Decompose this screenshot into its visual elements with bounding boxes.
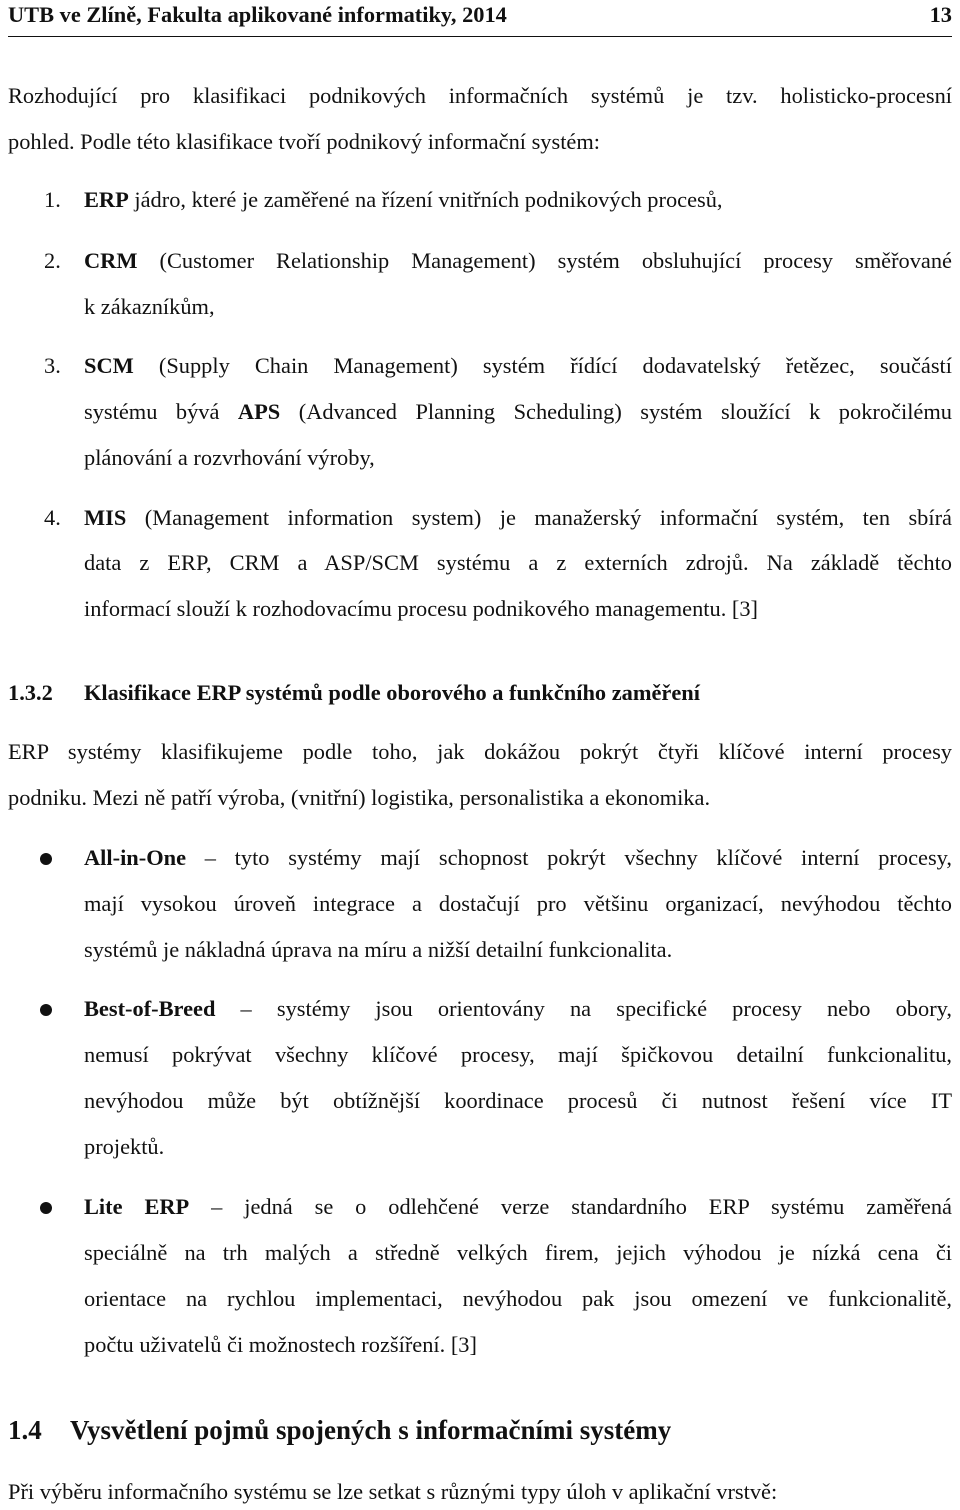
list-number-4: 4.: [44, 505, 61, 530]
term-scm: SCM: [84, 353, 134, 378]
list-item-3-line-2-pre: systému bývá: [84, 399, 238, 424]
section-1-4-para-line-1: Při výběru informačního systému se lze setkat s různými typy úloh v aplikační vrstvě:: [8, 1479, 778, 1504]
list-item-3-text: (Supply Chain Management) systém řídící dodavatelský řetězec, součástí: [133, 353, 952, 378]
section-heading-1-4: [8, 1415, 671, 1446]
list-item-2: [84, 248, 952, 274]
term-best-of-breed: Best-of-Breed: [84, 996, 216, 1021]
intro-line-1: Rozhodující pro klasifikaci podnikových informačních systémů je tzv. holisticko-procesní: [8, 83, 952, 108]
term-mis: MIS: [84, 505, 127, 530]
term-erp: ERP: [84, 187, 129, 212]
bullet-icon: [40, 853, 52, 865]
bullet-2-line-4: projektů.: [84, 1134, 165, 1159]
section-title: Vysvětlení pojmů spojených s informačními systémy: [70, 1415, 672, 1445]
bullet-3-line-4: počtu uživatelů či možnostech rozšíření. [3]: [84, 1332, 477, 1357]
bullet-item-lite-erp: [84, 1194, 952, 1220]
list-number-3: 3.: [44, 353, 61, 378]
term-aps: APS: [237, 399, 281, 424]
list-item-3-line-2: [84, 399, 952, 425]
bullet-icon: [40, 1202, 52, 1214]
bullet-item-all-in-one: [84, 845, 952, 871]
list-item-1-text: jádro, které je zaměřené na řízení vnitřních podnikových procesů,: [128, 187, 723, 212]
list-item-2-text: (Customer Relationship Management) systém obsluhující procesy směřované: [137, 248, 952, 273]
term-all-in-one: All-in-One: [84, 845, 187, 870]
list-item-4-line-2: data z ERP, CRM a ASP/SCM systému a z externích zdrojů. Na základě těchto: [84, 550, 952, 575]
bullet-2-line-2: nemusí pokrývat všechny klíčové procesy, mají špičkovou detailní funkcionalitu,: [84, 1042, 952, 1067]
page-header: [8, 0, 952, 37]
list-item-4: [84, 505, 952, 531]
bullet-item-best-of-breed: [84, 996, 952, 1022]
bullet-1-line-3: systémů je nákladná úprava na míru a nižší detailní funkcionalita.: [84, 937, 673, 962]
bullet-1-line-1: – tyto systémy mají schopnost pokrýt všechny klíčové interní procesy,: [186, 845, 952, 870]
list-item-3-line-3: plánování a rozvrhování výroby,: [84, 445, 375, 470]
page-number: 13: [929, 2, 952, 27]
list-number-1: 1.: [44, 187, 61, 212]
list-item-2-line-2: k zákazníkům,: [84, 294, 215, 319]
list-item-1: [84, 187, 952, 213]
header-title: UTB ve Zlíně, Fakulta aplikované informatiky, 2014: [8, 2, 507, 27]
section-heading-1-3-2: [8, 680, 700, 706]
section-number: 1.3.2: [8, 680, 53, 705]
bullet-3-line-2: speciálně na trh malých a středně velkých firem, jejich výhodou je nízká cena či: [84, 1240, 952, 1265]
section-number: 1.4: [8, 1415, 42, 1445]
bullet-2-line-3: nevýhodou může být obtížnější koordinace procesů či nutnost řešení více IT: [84, 1088, 952, 1113]
list-item-4-text: (Management information system) je manažerský informační systém, ten sbírá: [126, 505, 952, 530]
section-1-3-2-para-line-1: ERP systémy klasifikujeme podle toho, jak dokážou pokrýt čtyři klíčové interní procesy: [8, 739, 952, 764]
bullet-3-line-3: orientace na rychlou implementaci, nevýhodou pak jsou omezení ve funkcionalitě,: [84, 1286, 952, 1311]
bullet-icon: [40, 1004, 52, 1016]
intro-line-2: pohled. Podle této klasifikace tvoří podnikový informační systém:: [8, 129, 600, 154]
term-crm: CRM: [84, 248, 138, 273]
bullet-3-line-1: – jedná se o odlehčené verze standardního ERP systému zaměřená: [189, 1194, 952, 1219]
section-title: Klasifikace ERP systémů podle oborového a funkčního zaměření: [84, 680, 700, 705]
section-1-3-2-para-line-2: podniku. Mezi ně patří výroba, (vnitřní) logistika, personalistika a ekonomika.: [8, 785, 711, 810]
bullet-1-line-2: mají vysokou úroveň integrace a dostačují pro většinu organizací, nevýhodou těchto: [84, 891, 952, 916]
bullet-2-line-1: – systémy jsou orientovány na specifické procesy nebo obory,: [215, 996, 952, 1021]
list-item-3-line-2-post: (Advanced Planning Scheduling) systém sloužící k pokročilému: [280, 399, 952, 424]
list-item-3: [84, 353, 952, 379]
list-number-2: 2.: [44, 248, 61, 273]
term-lite-erp: Lite ERP: [84, 1194, 190, 1219]
list-item-4-line-3: informací slouží k rozhodovacímu procesu podnikového managementu. [3]: [84, 596, 759, 621]
